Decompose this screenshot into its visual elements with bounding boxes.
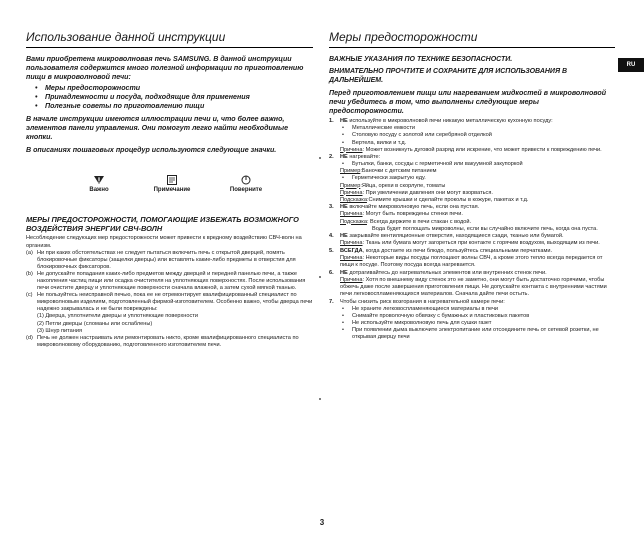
item-text: (3) Шнур питания <box>37 327 83 334</box>
item-number: 1. <box>329 118 334 125</box>
page-number: 3 <box>319 518 325 527</box>
item-text: включайте микроволновую печь, если она пустая. <box>347 204 480 211</box>
microwave-safety-heading: МЕРЫ ПРЕДОСТОРОЖНОСТИ, ПОМОГАЮЩИЕ ИЗБЕЖАТЬ ВОЗМОЖНОГО ВОЗДЕЙСТВИЯ ЭНЕРГИИ СВЧ-ВОЛН <box>26 215 299 234</box>
margin-dot <box>319 398 321 400</box>
item-marker: (c) <box>26 292 33 299</box>
sub-item: • Вертела, вилки и т.д. <box>340 140 615 147</box>
legend-label: Поверните <box>229 187 263 194</box>
list-item <box>26 250 313 271</box>
sub-item: • Столовую посуду с золотой или серебряной отделкой <box>340 132 615 139</box>
legend-label: Важно <box>89 187 109 194</box>
legend-note <box>144 175 200 193</box>
item-marker: (d) <box>26 334 33 341</box>
precaution-list <box>26 250 313 349</box>
microwave-safety-intro: Несоблюдение следующих мер предосторожности может привести к вредному воздействию СВЧ-волн на организм. <box>26 235 302 249</box>
sub-item: • При появлении дыма выключите электропитание или отсоедините печь от сетевой розетки, не открывая дверцу печи <box>340 327 615 341</box>
list-item <box>26 328 313 335</box>
reason-note: Причина: Хотя по внешнему виду стенок это не заметно, они могут быть достаточно горячими, чтобы обжечь даже после завершения приготовления пищи. Не допускайте контакта с внутренними частями печи легковоспламеняющихся материалов. Сначала дайте печи остыть. <box>340 276 607 297</box>
reason-note: Причина: Могут быть повреждены стенки печи. <box>340 211 463 218</box>
important-icon <box>71 175 127 185</box>
list-item <box>26 321 313 328</box>
reason-note: Причина: При увеличении давления они могут взорваться. <box>340 189 493 196</box>
item-text: закрывайте вентиляционные отверстия, находящиеся сзади, тканью или бумагой. <box>347 233 564 240</box>
list-item <box>329 299 615 342</box>
margin-dot <box>319 276 321 278</box>
sub-item: • Не храните легковоспламеняющиеся материалы в печи <box>340 306 615 313</box>
language-tab: RU <box>618 58 644 72</box>
safety-list <box>329 118 615 341</box>
example-note: Пример:Баночки с детским питанием <box>340 168 437 175</box>
list-item <box>329 204 615 232</box>
item-text: Чтобы снизить риск возгорания в нагревательной камере печи: <box>340 298 505 305</box>
section-title-usage: Использование данной инструкции <box>26 30 313 48</box>
intro-bullet-list <box>26 84 313 111</box>
item-lead: НЕ <box>340 204 348 211</box>
item-lead: ВСЕГДА <box>340 247 363 254</box>
section-title-precautions: Меры предосторожности <box>329 30 615 48</box>
list-item <box>26 335 313 349</box>
item-text: используйте в микроволновой печи никакую металлическую кухонную посуду: <box>347 118 553 125</box>
list-item: • Меры предосторожности <box>37 84 313 93</box>
item-number: 6. <box>329 269 334 276</box>
reason-note: Причина: Ткань или бумага могут загореться при контакте с горячим воздухом, выходящим из печи. <box>340 240 600 247</box>
item-number: 7. <box>329 298 334 305</box>
turn-icon <box>218 175 274 185</box>
illustrations-paragraph: В начале инструкции имеются иллюстрации печи и, что более важно, элементов панели управления. Они помогут легко найти необходимые кнопки. <box>26 114 289 142</box>
before-cooking-heading: Перед приготовлением пищи или нагреванием жидкостей в микроволновой печи убедитесь в том, что выполнены следующие меры предосторожности. <box>329 88 607 116</box>
hint-note-continued: Вода будет поглощать микроволны, если вы случайно включите печь, когда она пуста. <box>372 225 598 232</box>
item-text: Печь не должен настраивать или ремонтировать никто, кроме квалифицированного специалиста по микроволновому оборудованию, подготовленного изготовителем печи. <box>37 334 299 348</box>
hint-note: Подсказка:Снимите крышки и сделайте проколы в кожуре, пакетах и т.д. <box>340 196 529 203</box>
list-item <box>329 248 615 269</box>
item-lead: НЕ <box>340 269 348 276</box>
item-marker: (a) <box>26 249 33 256</box>
sub-item: • Бутылки, банки, сосуды с герметичной или вакуумной закупоркой <box>340 161 615 168</box>
note-icon <box>144 175 200 185</box>
item-text: , когда достаете из печи блюдо, пользуйтесь специальными перчатками. <box>362 247 553 254</box>
item-lead: НЕ <box>340 154 348 161</box>
legend-important <box>71 175 127 193</box>
safety-heading: ВАЖНЫЕ УКАЗАНИЯ ПО ТЕХНИКЕ БЕЗОПАСНОСТИ. <box>329 56 513 63</box>
item-text: Не пользуйтесь неисправной печью, пока ее не отремонтирует квалифицированный специалист по микроволновым изделиям, подготовленный фирмой-изготовителем. Особенно важно, чтобы дверца печи надежно закрывалась и не были повреждены: <box>37 292 313 313</box>
item-lead: НЕ <box>340 118 348 125</box>
list-item <box>329 154 615 204</box>
legend-label: Примечание <box>153 187 191 194</box>
item-text: (1) Дверца, уплотнители дверцы и уплотняющие поверхности <box>37 313 198 320</box>
item-lead: НЕ <box>340 233 348 240</box>
item-text: нагревайте: <box>347 154 381 161</box>
icons-paragraph: В описаниях пошаговых процедур используются следующие значки. <box>26 146 277 155</box>
list-item: • Полезные советы по приготовлению пищи <box>37 102 313 111</box>
list-item <box>26 271 313 292</box>
intro-paragraph: Вами приобретена микроволновая печь SAMSUNG. В данной инструкции пользователя содержится много полезной информации по приготовлению пищи в микроволновой печи: <box>26 55 304 82</box>
item-text: дотрагивайтесь до нагревательных элементов или внутренних стенок печи. <box>347 269 547 276</box>
item-text: (2) Петли дверцы (сломаны или ослаблены) <box>37 320 153 327</box>
right-column <box>329 30 615 342</box>
item-number: 5. <box>329 247 334 254</box>
list-item <box>26 313 313 320</box>
item-text: Не допускайте попадания каких-либо предметов между дверцей и передней панелью печи, а также накопления частиц пищи или осадка очистителя на уплотняющих поверхностях. После использования печи очистите дверцу и уплотняющие поверхности сначала влажной, а затем сухой мягкой тканью. <box>37 270 306 292</box>
reason-note: Причина: Некоторые виды посуды поглощают волны СВЧ, а кроме этого тепло всегда передается от пищи к посуде. Поэтому посуда всегда нагревается. <box>340 255 603 269</box>
item-marker: (b) <box>26 270 33 277</box>
example-note: Пример:Яйца, орехи в скорлупе, томаты <box>340 182 446 189</box>
sub-item: • Металлические емкости <box>340 125 615 132</box>
list-item <box>26 292 313 313</box>
sub-item: • Герметически закрытую еду. <box>340 175 615 182</box>
hint-note: Подсказка: Всегда держите в печи стакан с водой. <box>340 218 472 225</box>
list-item <box>329 270 615 298</box>
list-item <box>329 118 615 153</box>
sub-item: • Снимайте проволочную обвязку с бумажных и пластиковых пакетов <box>340 313 615 320</box>
item-text: Ни при каких обстоятельствах не следует пытаться включить печь с открытой дверцей, помять блокировочные фиксаторы (защелки дверцы) или вставлять какие-либо предметы в отверстия для блокировочных фиксаторов. <box>37 249 296 270</box>
item-number: 3. <box>329 204 334 211</box>
icon-legend <box>26 175 313 197</box>
sub-item: • Не используйте микроволновую печь для сушки газет <box>340 320 615 327</box>
left-column <box>26 30 313 349</box>
margin-dot <box>319 157 321 159</box>
item-number: 4. <box>329 233 334 240</box>
item-number: 2. <box>329 154 334 161</box>
list-item: • Принадлежности и посуда, подходящие для применения <box>37 93 313 102</box>
list-item <box>329 233 615 247</box>
reason-note: Причина: Может возникнуть дуговой разряд или искрение, что может привести к повреждению печи. <box>340 146 602 153</box>
read-keep-heading: ВНИМАТЕЛЬНО ПРОЧТИТЕ И СОХРАНИТЕ ДЛЯ ИСПОЛЬЗОВАНИЯ В ДАЛЬНЕЙШЕМ. <box>329 68 568 85</box>
legend-turn <box>218 175 274 193</box>
